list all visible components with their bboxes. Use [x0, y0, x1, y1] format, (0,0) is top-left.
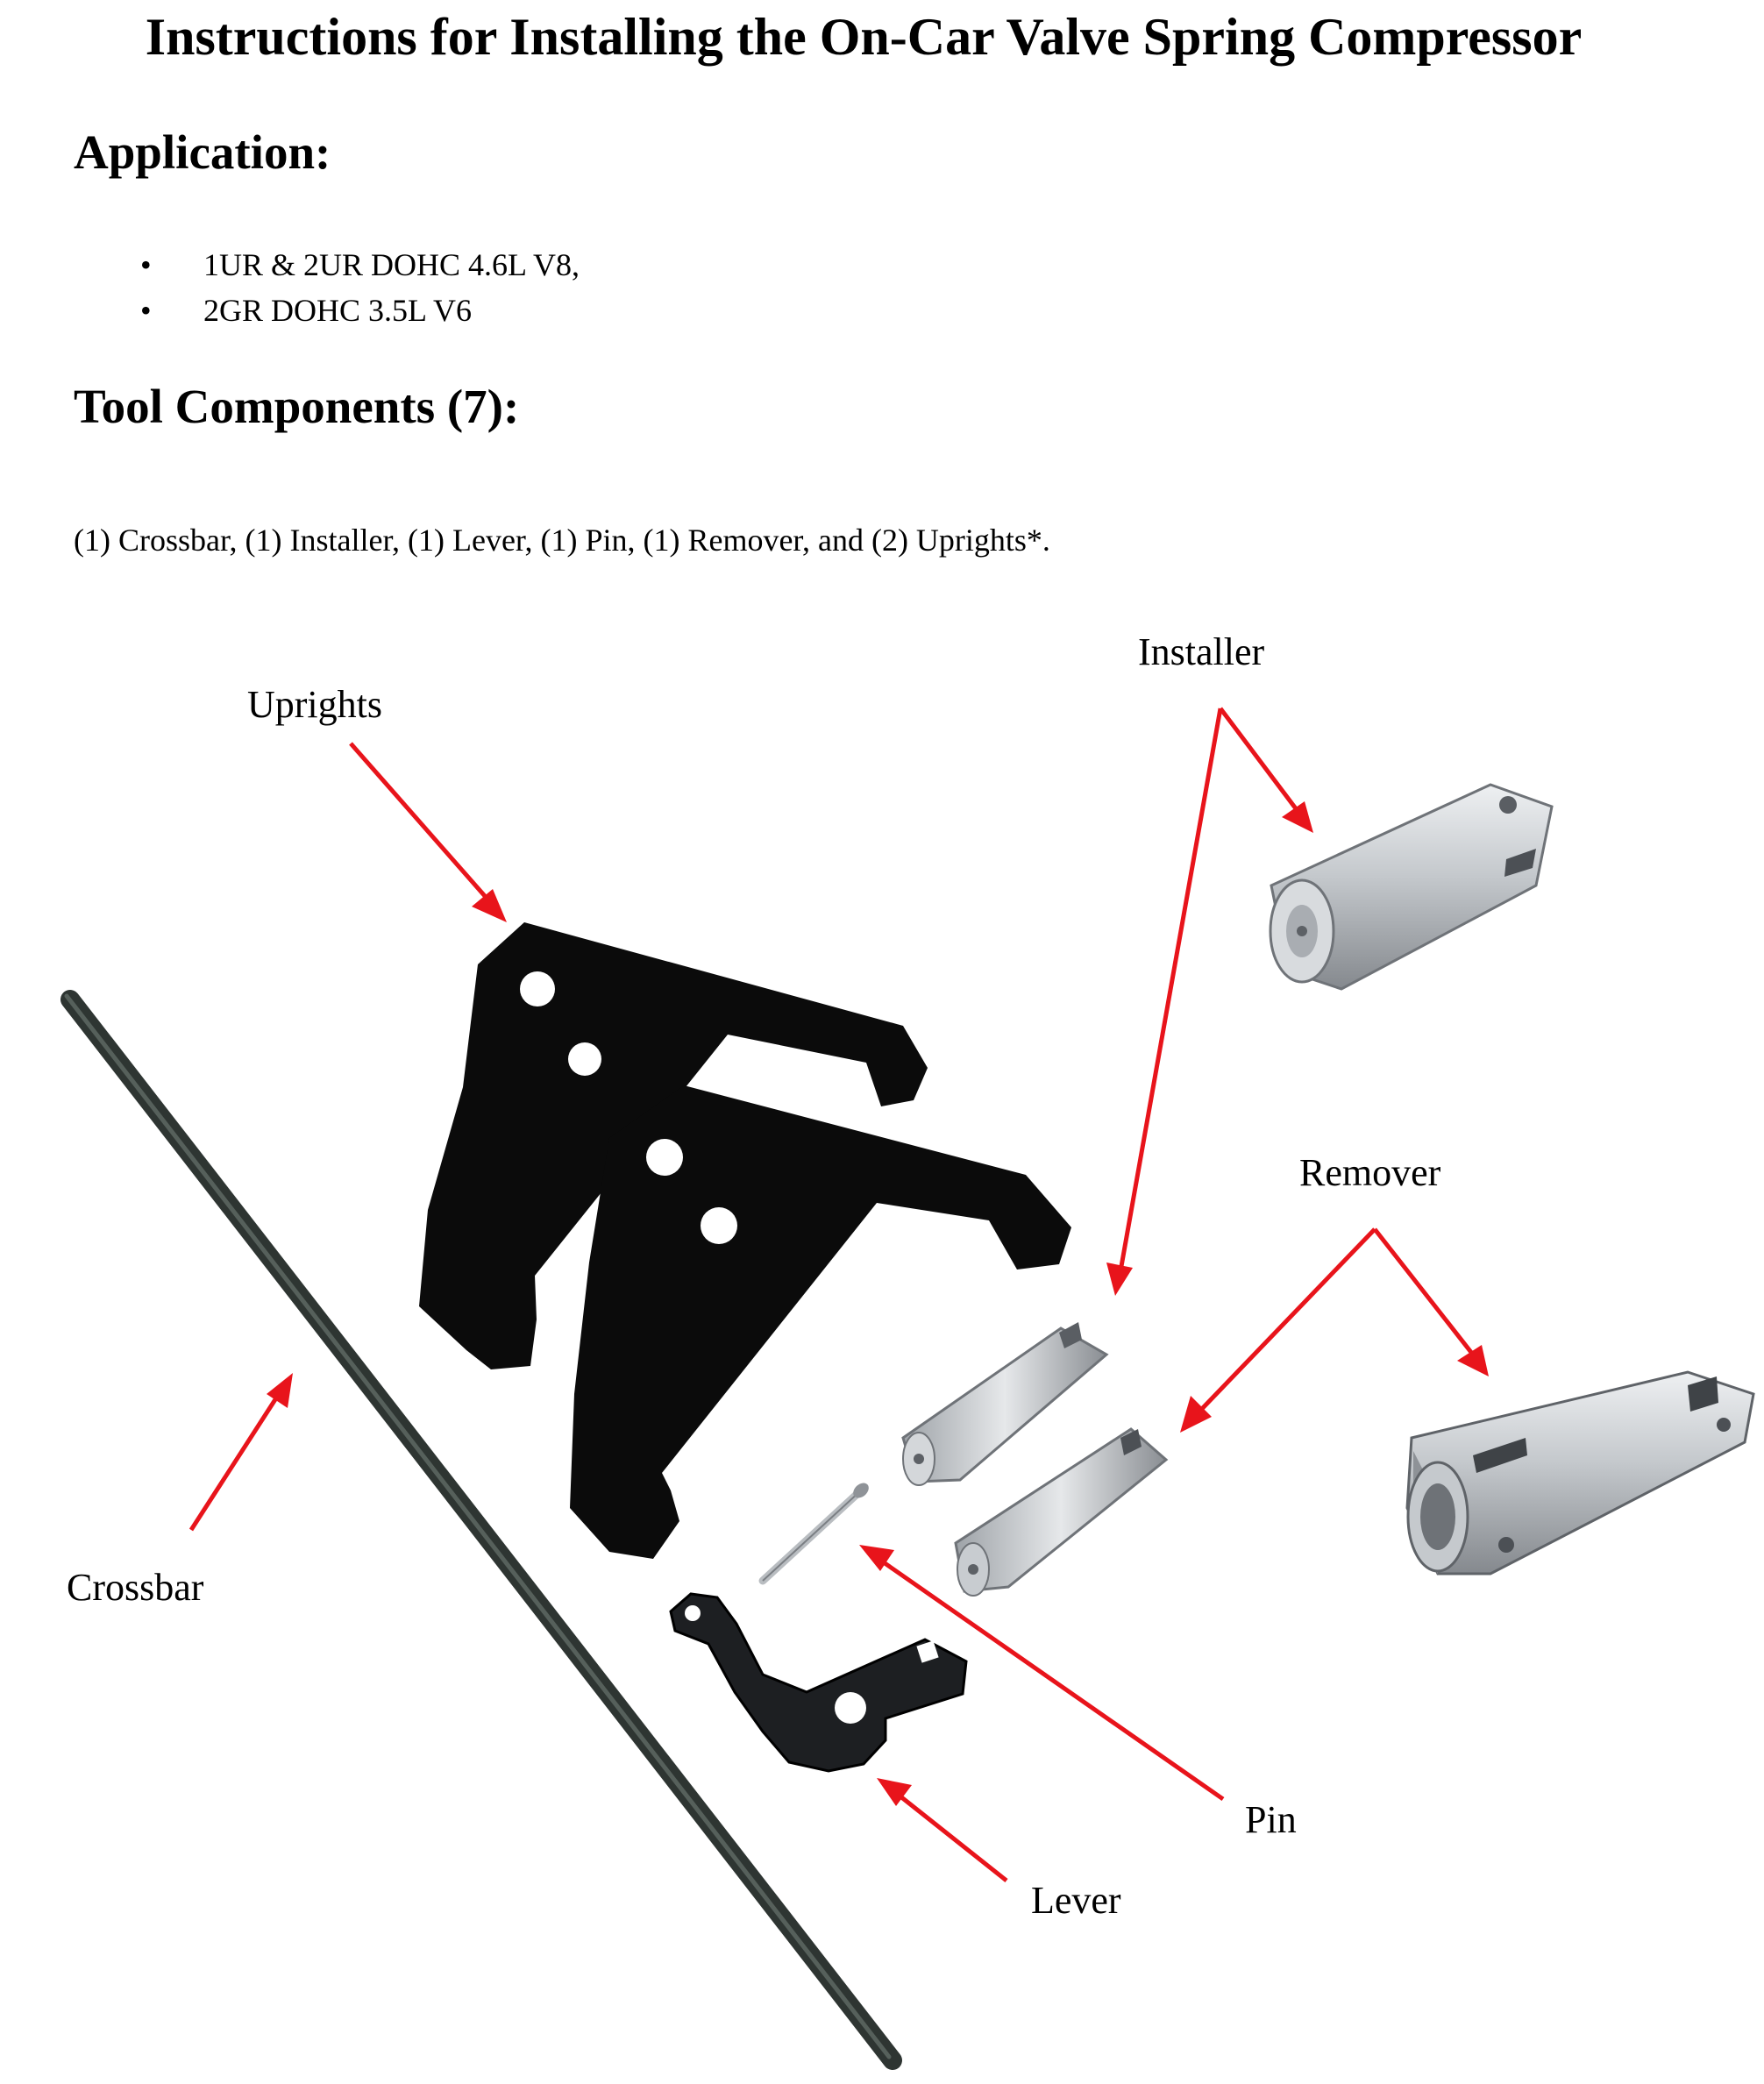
- arrowhead-icon: [1457, 1345, 1489, 1376]
- installer-arrow: [1120, 708, 1220, 1271]
- remover-part: [1407, 1372, 1753, 1574]
- arrowhead-icon: [1106, 1262, 1133, 1296]
- list-item: • 1UR & 2UR DOHC 4.6L V8,: [140, 242, 580, 288]
- crossbar-label: Crossbar: [67, 1566, 204, 1609]
- pin-label: Pin: [1245, 1798, 1297, 1841]
- lever-label: Lever: [1031, 1879, 1121, 1922]
- remover-label: Remover: [1299, 1151, 1441, 1194]
- remover-arrow: [1198, 1229, 1375, 1413]
- installer-small-part: [903, 1322, 1106, 1485]
- installer-arrow: [1220, 708, 1298, 811]
- installer-part: [1270, 785, 1552, 989]
- tool-components-heading: Tool Components (7):: [74, 380, 520, 433]
- components-list: (1) Crossbar, (1) Installer, (1) Lever, (1) Pin, (1) Remover, and (2) Uprights*.: [74, 523, 1050, 558]
- arrowhead-icon: [1282, 801, 1313, 833]
- page-title: Instructions for Installing the On-Car Valve Spring Compressor: [145, 8, 1583, 66]
- crossbar-arrow: [191, 1394, 279, 1530]
- lever-part: [671, 1594, 966, 1771]
- lever-arrow: [896, 1793, 1006, 1881]
- application-heading: Application:: [74, 125, 331, 179]
- uprights-arrow: [351, 743, 491, 903]
- installer-label: Installer: [1138, 630, 1265, 673]
- upright-part: [570, 1085, 1071, 1559]
- pin-part: [763, 1480, 871, 1581]
- uprights-label: Uprights: [247, 683, 382, 726]
- arrowhead-icon: [472, 889, 507, 922]
- list-item: • 2GR DOHC 3.5L V6: [140, 288, 580, 333]
- arrowhead-icon: [267, 1373, 293, 1408]
- remover-arrow: [1375, 1229, 1473, 1355]
